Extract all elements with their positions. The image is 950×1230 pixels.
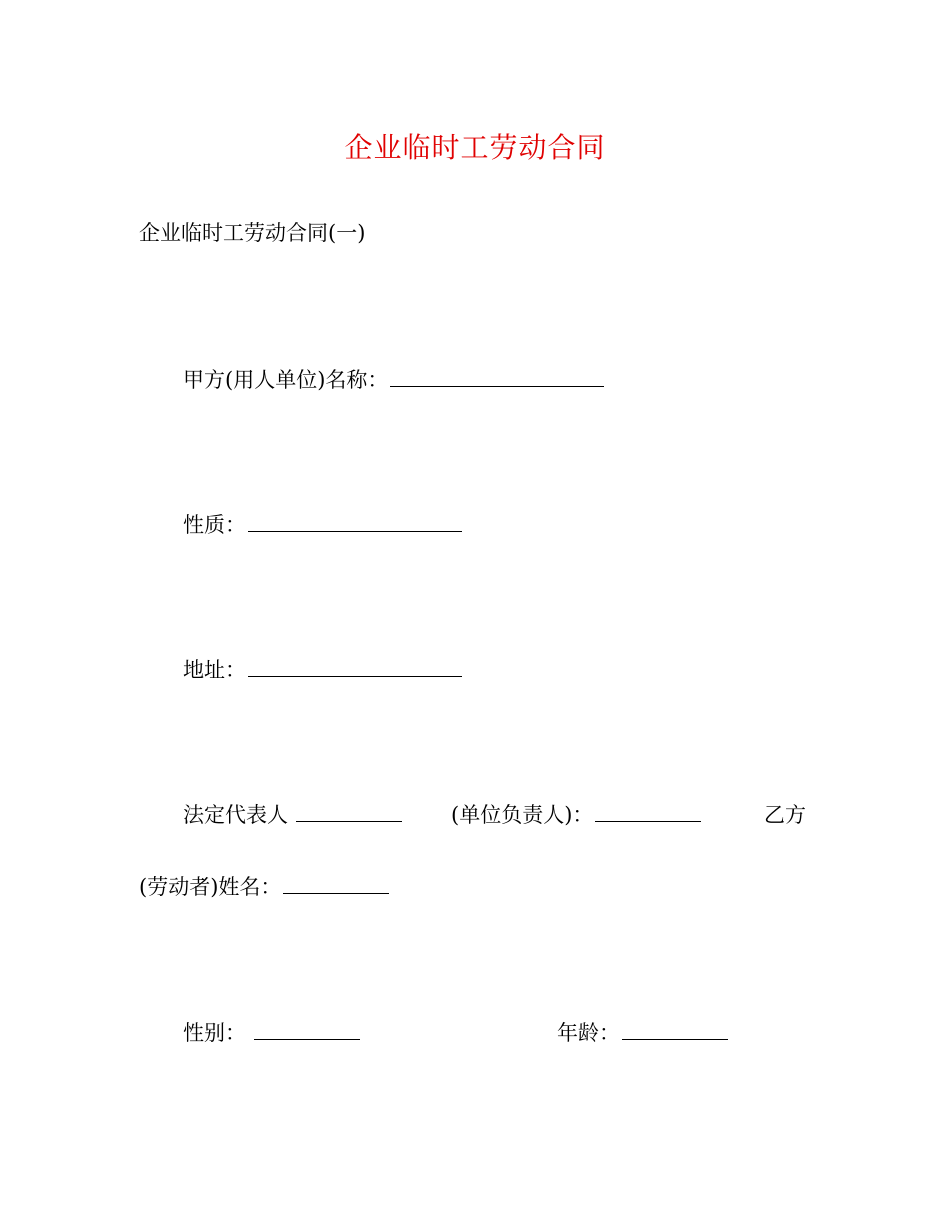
address-label: 地址：	[183, 658, 246, 682]
worker-name-blank	[283, 873, 389, 894]
legal-rep-group	[183, 801, 402, 829]
worker-name-label: (劳动者)姓名：	[139, 875, 282, 899]
address-blank	[248, 656, 462, 677]
gender-group	[183, 1019, 360, 1047]
nature-label: 性质：	[183, 513, 246, 537]
gender-label: 性别：	[183, 1021, 246, 1045]
nature-row	[183, 511, 462, 539]
unit-head-blank	[595, 801, 701, 822]
contract-subtitle: 企业临时工劳动合同(一)	[139, 221, 366, 245]
document-title: 企业临时工劳动合同	[344, 131, 606, 164]
legal-rep-label: 法定代表人	[183, 803, 288, 827]
age-blank	[622, 1019, 728, 1040]
gender-blank	[254, 1019, 360, 1040]
age-group	[557, 1019, 728, 1047]
legal-rep-blank	[296, 801, 402, 822]
unit-head-group	[451, 801, 701, 829]
party-b-label: 乙方	[764, 803, 806, 827]
party-a-name-label: 甲方(用人单位)名称：	[183, 368, 389, 392]
unit-head-label: (单位负责人)：	[451, 803, 594, 827]
address-row	[183, 656, 462, 684]
age-label: 年龄：	[557, 1021, 620, 1045]
party-a-name-blank	[390, 366, 604, 387]
nature-blank	[248, 511, 462, 532]
worker-name-row	[139, 873, 389, 901]
party-a-name-row	[183, 366, 604, 394]
